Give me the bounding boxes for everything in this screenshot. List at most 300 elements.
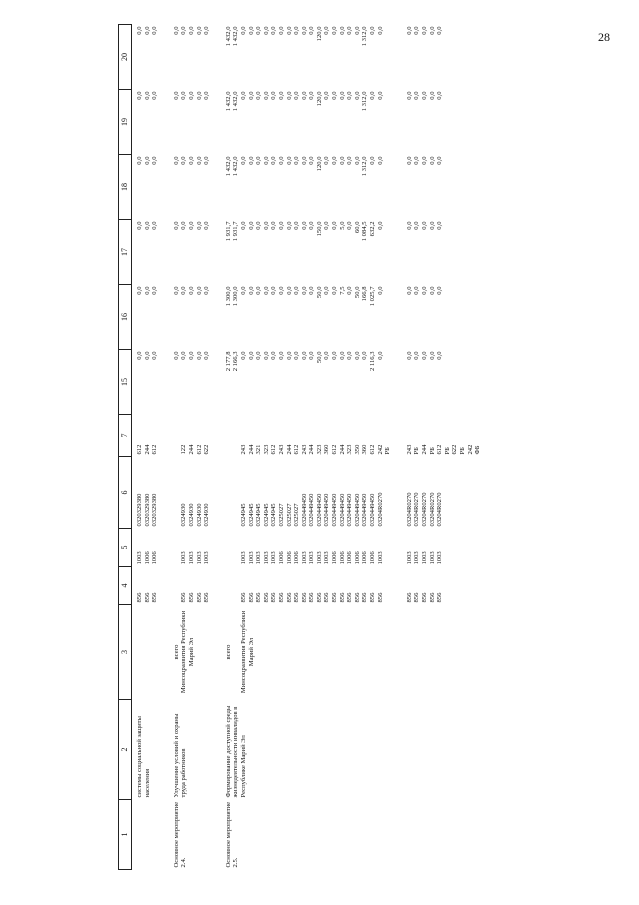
cell-line: 0,0: [195, 26, 203, 35]
cell-line: 0,0: [143, 221, 151, 230]
cell-line: 0,0: [413, 156, 421, 165]
budget-table: [118, 24, 482, 870]
cell-line: 0,0: [136, 91, 143, 100]
cell-line: 0,0: [369, 26, 377, 35]
cell-line: 856: [143, 592, 151, 603]
cell-line: 0,0: [376, 91, 384, 100]
cell-line: 0,0: [285, 286, 293, 295]
cell-line: 1 432,0: [224, 156, 232, 177]
cell-line: 0,0: [293, 286, 301, 295]
cell-line: 0320449450: [369, 493, 377, 527]
cell-line: 0,0: [151, 26, 159, 35]
cell-line: 244: [421, 444, 428, 455]
cell-line: 0,0: [203, 91, 211, 100]
cell-line: 150,0: [315, 221, 323, 237]
column-header: 3: [119, 605, 132, 700]
cell-line: 1003: [376, 551, 384, 565]
cell-line: 0,0: [346, 221, 354, 230]
cell-line: 0,0: [413, 351, 421, 360]
cell-line: 0,0: [323, 156, 331, 165]
cell-line: 120,0: [315, 156, 323, 172]
cell-line: 856: [353, 592, 361, 603]
cell-line: 0324945: [239, 503, 247, 527]
cell-line: 0,0: [270, 221, 278, 230]
cell-line: 856: [361, 592, 369, 603]
cell-line: 0,0: [255, 91, 263, 100]
cell-line: 0,0: [300, 286, 308, 295]
cell-line: 0,0: [187, 26, 195, 35]
cell-line: 0,0: [376, 221, 384, 230]
table-cell: [132, 155, 159, 220]
cell-line: 03204R0270: [421, 492, 428, 527]
cell-line: 0,0: [361, 351, 369, 360]
cell-line: 0,0: [331, 26, 339, 35]
cell-line: 0,0: [151, 156, 159, 165]
cell-line: 0,0: [346, 351, 354, 360]
table-row: [392, 25, 482, 870]
cell-line: 856: [331, 592, 339, 603]
cell-line: 0,0: [270, 351, 278, 360]
cell-line: 0,0: [255, 221, 263, 230]
cell-line: 1006: [361, 551, 369, 565]
cell-line: 0,0: [262, 156, 270, 165]
table-cell: [211, 457, 392, 529]
cell-line: 0,0: [331, 286, 339, 295]
cell-line: 0,0: [277, 156, 285, 165]
cell-line: 0,0: [239, 156, 247, 165]
cell-line: 1 300,0: [224, 286, 232, 307]
cell-line: [225, 459, 233, 527]
cell-line: 612: [270, 444, 278, 455]
cell-line: 1006: [353, 551, 361, 565]
cell-line: 0,0: [323, 286, 331, 295]
cell-line: 1003: [300, 551, 308, 565]
cell-line: 0,0: [308, 286, 316, 295]
cell-line: 0,0: [428, 286, 436, 295]
cell-line: 856: [247, 592, 255, 603]
cell-line: 0,0: [195, 221, 203, 230]
table-cell: [392, 529, 482, 567]
cell-line: 856: [180, 592, 188, 603]
cell-line: 856: [203, 592, 211, 603]
column-header: 5: [119, 529, 132, 567]
cell-line: 612: [151, 444, 159, 455]
rotated-table-page: [118, 25, 623, 870]
cell-line: всего: [172, 644, 180, 660]
cell-line: 1 084,5: [361, 221, 369, 242]
cell-line: 0,0: [136, 221, 143, 230]
cell-line: 0,0: [255, 156, 263, 165]
cell-line: 0324945: [247, 503, 255, 527]
cell-line: 244: [338, 444, 346, 455]
cell-line: 0,0: [436, 91, 444, 100]
table-cell: [211, 155, 392, 220]
cell-line: 1003: [428, 551, 436, 565]
cell-line: 0,0: [421, 156, 428, 165]
column-header: 4: [119, 567, 132, 605]
cell-line: 350: [353, 444, 361, 455]
table-cell: [392, 90, 482, 155]
cell-line: [232, 569, 240, 603]
cell-line: 0,0: [187, 156, 195, 165]
cell-line: 0,0: [195, 286, 203, 295]
table-cell: [132, 25, 159, 90]
cell-line: 0,0: [376, 156, 384, 165]
cell-line: 632,2: [369, 221, 377, 237]
table-cell: [159, 415, 211, 457]
cell-line: 0,0: [405, 156, 413, 165]
cell-line: 0,0: [180, 221, 188, 230]
cell-line: 323: [315, 444, 323, 455]
cell-line: 0,0: [136, 26, 143, 35]
cell-line: 0,0: [421, 351, 428, 360]
table-cell: Улучшение условий и охраны труда работников: [172, 713, 188, 798]
cell-line: 0,0: [300, 91, 308, 100]
cell-line: 0,0: [353, 156, 361, 165]
column-header: 6: [119, 457, 132, 529]
table-cell: [211, 415, 392, 457]
cell-line: Минсоцразвития Республики Марий Эл: [239, 610, 255, 694]
table-cell: [132, 567, 159, 605]
cell-line: 0324945: [262, 503, 270, 527]
cell-line: 0,0: [300, 26, 308, 35]
cell-line: 0,0: [436, 351, 444, 360]
cell-line: 0,0: [203, 286, 211, 295]
cell-line: 0,0: [428, 26, 436, 35]
cell-line: 0,0: [338, 26, 346, 35]
cell-line: 0,0: [285, 351, 293, 360]
cell-line: [384, 287, 392, 348]
cell-line: 0,0: [262, 286, 270, 295]
cell-line: 0,0: [293, 221, 301, 230]
cell-line: 0,0: [143, 26, 151, 35]
cell-line: РБ: [428, 447, 436, 455]
cell-line: 0,0: [151, 351, 159, 360]
cell-line: 0320449450: [361, 493, 369, 527]
cell-line: 1006: [143, 551, 151, 565]
cell-line: 166,8: [361, 286, 369, 302]
cell-line: 0,0: [338, 156, 346, 165]
table-row: [211, 25, 392, 870]
cell-line: 0,0: [421, 286, 428, 295]
cell-line: 0,0: [405, 221, 413, 230]
column-header: 17: [119, 220, 132, 285]
cell-line: 856: [277, 592, 285, 603]
cell-line: [232, 459, 240, 527]
cell-line: 856: [436, 592, 444, 603]
cell-line: 0,0: [428, 351, 436, 360]
cell-line: 0,0: [421, 221, 428, 230]
column-header: 15: [119, 350, 132, 415]
cell-line: 0,0: [285, 91, 293, 100]
table-cell: [159, 529, 211, 567]
cell-line: 0324930: [187, 503, 195, 527]
cell-line: [384, 157, 392, 218]
cell-line: 244: [285, 444, 293, 455]
cell-line: 0,0: [187, 286, 195, 295]
cell-line: 0,0: [413, 91, 421, 100]
cell-line: РБ: [443, 447, 451, 455]
cell-line: 856: [151, 592, 159, 603]
cell-line: 856: [136, 592, 143, 603]
cell-line: 03204R0270: [413, 492, 421, 527]
cell-line: [173, 531, 181, 565]
cell-line: 50,0: [353, 286, 361, 299]
cell-line: 0,0: [285, 26, 293, 35]
table-cell: [132, 605, 159, 700]
cell-line: 0,0: [323, 26, 331, 35]
table-cell: [159, 25, 211, 90]
cell-line: 0320329380: [143, 493, 151, 527]
cell-line: 0,0: [270, 286, 278, 295]
cell-line: 0,0: [203, 351, 211, 360]
cell-line: 612: [136, 444, 143, 455]
cell-line: 1003: [413, 551, 421, 565]
cell-line: 0,0: [143, 286, 151, 295]
cell-line: 1 432,0: [232, 26, 240, 47]
cell-line: 0,0: [353, 91, 361, 100]
cell-line: 0324930: [203, 503, 211, 527]
cell-line: 1003: [323, 551, 331, 565]
cell-line: ФБ: [474, 445, 482, 455]
cell-line: 244: [143, 444, 151, 455]
cell-line: 856: [413, 592, 421, 603]
table-cell: [392, 285, 482, 350]
cell-line: 0,0: [436, 221, 444, 230]
cell-line: 0,0: [353, 26, 361, 35]
cell-line: 0325027: [293, 503, 301, 527]
cell-line: 1006: [346, 551, 354, 565]
cell-line: 0,0: [346, 26, 354, 35]
table-cell: [132, 90, 159, 155]
cell-line: 0,0: [172, 91, 180, 100]
cell-line: 0324930: [180, 503, 188, 527]
table-cell: [159, 457, 211, 529]
cell-line: 323: [262, 444, 270, 455]
table-cell: [132, 529, 159, 567]
table-cell: [159, 350, 211, 415]
cell-line: 856: [421, 592, 428, 603]
table-cell: [211, 220, 392, 285]
cell-line: 0,0: [262, 221, 270, 230]
cell-line: 243: [300, 444, 308, 455]
cell-line: 0,0: [308, 351, 316, 360]
cell-line: 0,0: [180, 286, 188, 295]
cell-line: 856: [315, 592, 323, 603]
cell-line: 1003: [255, 551, 263, 565]
cell-line: 856: [405, 592, 413, 603]
cell-line: 856: [300, 592, 308, 603]
cell-line: 0320449450: [338, 493, 346, 527]
cell-line: 0,0: [405, 26, 413, 35]
cell-line: 0,0: [151, 221, 159, 230]
cell-line: 0,0: [308, 221, 316, 230]
cell-line: 0,0: [346, 91, 354, 100]
table-cell: [132, 415, 159, 457]
cell-line: 0,0: [247, 286, 255, 295]
table-cell: [132, 220, 159, 285]
table-cell: [392, 415, 482, 457]
cell-line: 50,0: [315, 351, 323, 364]
cell-line: 0,0: [203, 156, 211, 165]
table-cell: [211, 605, 392, 700]
cell-line: [225, 417, 233, 455]
cell-line: 856: [262, 592, 270, 603]
cell-line: 0,0: [346, 156, 354, 165]
cell-line: 0,0: [203, 26, 211, 35]
cell-line: 0,0: [277, 286, 285, 295]
cell-line: 1 025,7: [369, 286, 377, 307]
cell-line: 1 931,7: [224, 221, 232, 242]
cell-line: 1006: [331, 551, 339, 565]
cell-line: 0,0: [270, 26, 278, 35]
cell-line: 1003: [180, 551, 188, 565]
cell-line: 122: [180, 444, 188, 455]
table-cell: [392, 350, 482, 415]
cell-line: 0,0: [285, 156, 293, 165]
cell-line: 856: [187, 592, 195, 603]
cell-line: 0,0: [331, 91, 339, 100]
cell-line: 1003: [203, 551, 211, 565]
cell-line: 1006: [293, 551, 301, 565]
cell-line: 0325027: [285, 503, 293, 527]
cell-line: 1003: [308, 551, 316, 565]
column-header: 16: [119, 285, 132, 350]
cell-line: 856: [338, 592, 346, 603]
table-cell: Основное мероприятие 2.4.: [172, 801, 188, 868]
cell-line: 50,0: [315, 286, 323, 299]
cell-line: 0,0: [247, 26, 255, 35]
cell-line: 0,0: [172, 156, 180, 165]
cell-line: 0,0: [293, 156, 301, 165]
table-cell: [159, 155, 211, 220]
cell-line: 360: [361, 444, 369, 455]
cell-line: 856: [239, 592, 247, 603]
column-header: 1: [119, 800, 132, 870]
cell-line: 0,0: [369, 91, 377, 100]
cell-line: 0,0: [136, 286, 143, 295]
cell-line: 0,0: [436, 156, 444, 165]
column-header: 19: [119, 90, 132, 155]
cell-line: 1 312,0: [361, 26, 369, 47]
table-cell: [392, 800, 482, 870]
cell-line: 0,0: [151, 286, 159, 295]
cell-line: 856: [369, 592, 377, 603]
cell-line: [173, 417, 181, 455]
cell-line: 0,0: [428, 156, 436, 165]
cell-line: 0,0: [353, 351, 361, 360]
cell-line: [232, 417, 240, 455]
cell-line: 0325027: [277, 503, 285, 527]
cell-line: РБ: [413, 447, 421, 455]
cell-line: 0,0: [436, 286, 444, 295]
table-cell: [211, 350, 392, 415]
cell-line: 0,0: [172, 221, 180, 230]
cell-line: 0,0: [151, 91, 159, 100]
cell-line: 1 312,0: [361, 91, 369, 112]
table-cell: [159, 567, 211, 605]
table-row: [132, 25, 159, 870]
cell-line: 2 116,3: [369, 351, 377, 372]
table-cell: [392, 220, 482, 285]
cell-line: 0,0: [187, 221, 195, 230]
cell-line: 0320329380: [151, 493, 159, 527]
cell-line: 0320449450: [331, 493, 339, 527]
cell-line: 0,0: [262, 26, 270, 35]
cell-line: 0,0: [369, 156, 377, 165]
table-cell: [159, 605, 211, 700]
cell-line: 244: [308, 444, 316, 455]
cell-line: 612: [369, 444, 377, 455]
cell-line: 0,0: [436, 26, 444, 35]
table-cell: [392, 605, 482, 700]
cell-line: 0,0: [255, 351, 263, 360]
cell-line: [384, 352, 392, 413]
cell-line: РБ: [384, 447, 392, 455]
cell-line: 360: [323, 444, 331, 455]
column-header: 7: [119, 415, 132, 457]
cell-line: 1006: [285, 551, 293, 565]
cell-line: 0,0: [187, 351, 195, 360]
cell-line: 1003: [187, 551, 195, 565]
cell-line: 0,0: [255, 26, 263, 35]
cell-line: всего: [224, 644, 232, 660]
column-header: 20: [119, 25, 132, 90]
cell-line: 0,0: [247, 221, 255, 230]
cell-line: 0,0: [143, 91, 151, 100]
cell-line: 1006: [338, 551, 346, 565]
cell-line: 0,0: [239, 221, 247, 230]
table-cell: [132, 457, 159, 529]
cell-line: 0,0: [338, 91, 346, 100]
cell-line: 1 931,7: [232, 221, 240, 242]
cell-line: 242: [466, 444, 474, 455]
cell-line: 0,0: [180, 26, 188, 35]
cell-line: 0,0: [195, 351, 203, 360]
cell-line: 0,0: [300, 156, 308, 165]
table-cell: Формирование доступной среды жизнедеятельности инвалидов в Республике Марий Эл: [224, 705, 247, 798]
cell-line: 0,0: [308, 91, 316, 100]
cell-line: 0,0: [239, 351, 247, 360]
cell-line: 0,0: [405, 91, 413, 100]
table-cell: системы социальной защиты населения: [136, 716, 151, 798]
cell-line: 622: [203, 444, 211, 455]
cell-line: 856: [428, 592, 436, 603]
cell-line: 0,0: [239, 91, 247, 100]
cell-line: 1003: [247, 551, 255, 565]
cell-line: 0,0: [262, 351, 270, 360]
cell-line: 0,0: [172, 286, 180, 295]
cell-line: 0,0: [323, 221, 331, 230]
cell-line: 7,5: [338, 286, 346, 295]
cell-line: 244: [187, 444, 195, 455]
cell-line: 0,0: [255, 286, 263, 295]
cell-line: 1003: [436, 551, 444, 565]
table-cell: [132, 285, 159, 350]
table-cell: [211, 90, 392, 155]
cell-line: 0,0: [239, 26, 247, 35]
cell-line: 243: [405, 444, 413, 455]
column-header: 18: [119, 155, 132, 220]
table-cell: [392, 700, 482, 800]
cell-line: 120,0: [315, 91, 323, 107]
cell-line: 622: [451, 444, 459, 455]
table-cell: [392, 457, 482, 529]
cell-line: 0,0: [405, 351, 413, 360]
cell-line: 612: [331, 444, 339, 455]
cell-line: [384, 27, 392, 88]
cell-line: 0,0: [239, 286, 247, 295]
